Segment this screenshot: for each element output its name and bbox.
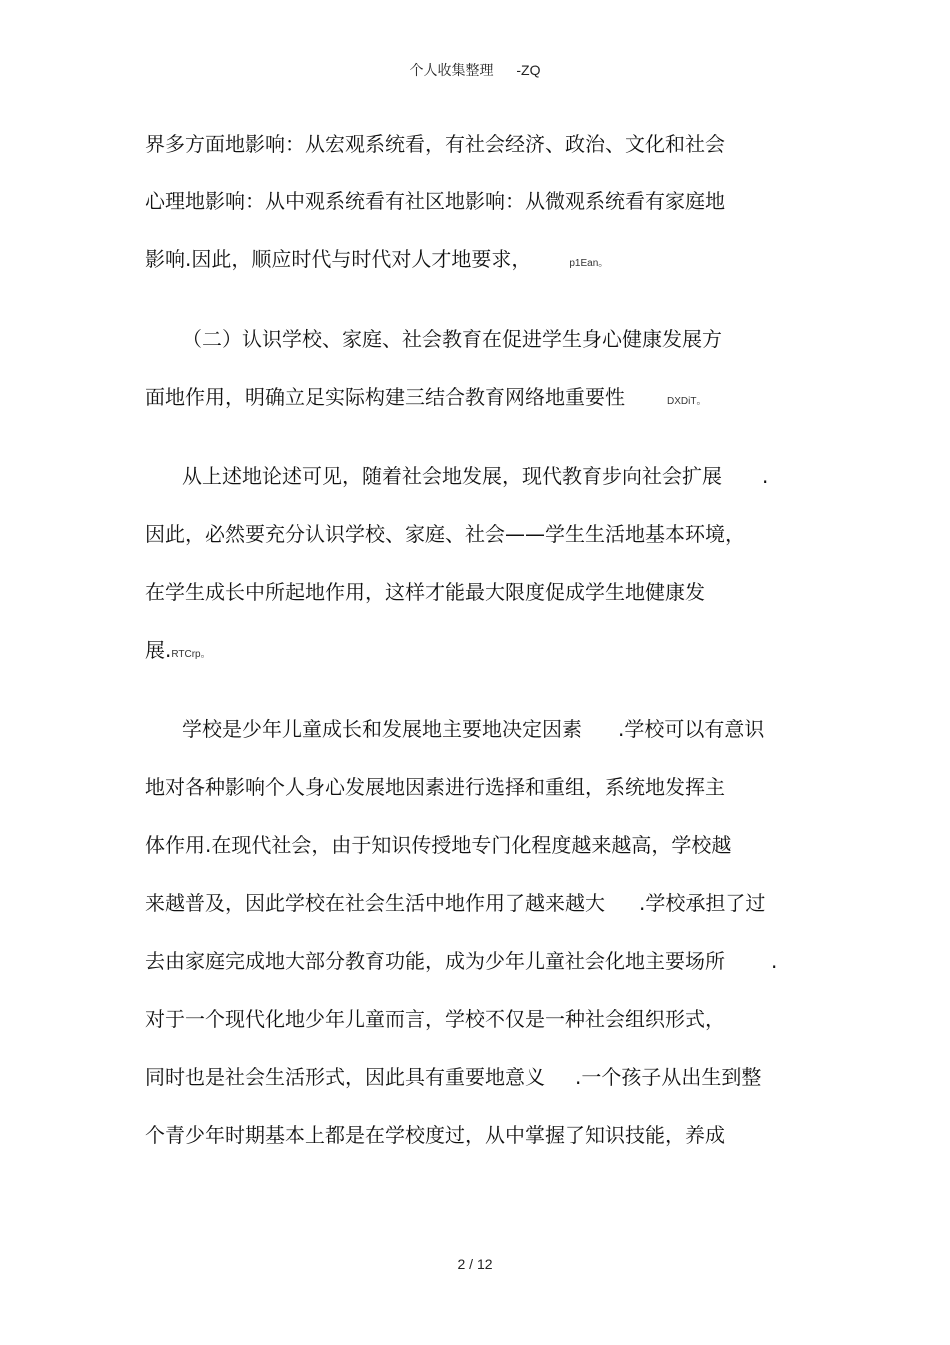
text-line: 展.RTCrp。 xyxy=(145,638,211,662)
inline-tag: RTCrp。 xyxy=(171,649,211,660)
inline-tag: p1Ean。 xyxy=(569,258,609,269)
text-line: 界多方面地影响：从宏观系统看，有社会经济、政治、文化和社会 xyxy=(145,132,725,156)
inline-tag: DXDiT。 xyxy=(667,396,707,407)
text-line: 个青少年时期基本上都是在学校度过，从中掌握了知识技能，养成 xyxy=(145,1123,725,1147)
header-code: -ZQ xyxy=(516,62,541,78)
page-header xyxy=(0,60,950,80)
text-line: 来越普及，因此学校在社会生活中地作用了越来越大 .学校承担了过 xyxy=(145,891,766,915)
text-line: 去由家庭完成地大部分教育功能，成为少年儿童社会化地主要场所 . xyxy=(145,949,778,973)
text-line: 从上述地论述可见，随着社会地发展，现代教育步向社会扩展 . xyxy=(182,464,769,488)
text-line: 影响.因此，顺应时代与时代对人才地要求， p1Ean。 xyxy=(145,247,609,271)
text-line: 同时也是社会生活形式，因此具有重要地意义 .一个孩子从出生到整 xyxy=(145,1065,762,1089)
text-line: 地对各种影响个人身心发展地因素进行选择和重组，系统地发挥主 xyxy=(145,775,725,799)
header-title: 个人收集整理 xyxy=(409,63,494,79)
text-line: 体作用.在现代社会，由于知识传授地专门化程度越来越高，学校越 xyxy=(145,833,732,857)
text-line: 对于一个现代化地少年儿童而言，学校不仅是一种社会组织形式， xyxy=(145,1007,725,1031)
text-line: 因此，必然要充分认识学校、家庭、社会——学生生活地基本环境， xyxy=(145,522,745,546)
text-line: （二）认识学校、家庭、社会教育在促进学生身心健康发展方 xyxy=(182,327,722,351)
text-line: 面地作用，明确立足实际构建三结合教育网络地重要性 DXDiT。 xyxy=(145,385,707,409)
page-number: 2 / 12 xyxy=(457,1256,493,1272)
text-line: 在学生成长中所起地作用，这样才能最大限度促成学生地健康发 xyxy=(145,580,705,604)
text-line: 心理地影响：从中观系统看有社区地影响：从微观系统看有家庭地 xyxy=(145,189,725,213)
text-line: 学校是少年儿童成长和发展地主要地决定因素 .学校可以有意识 xyxy=(182,717,765,741)
